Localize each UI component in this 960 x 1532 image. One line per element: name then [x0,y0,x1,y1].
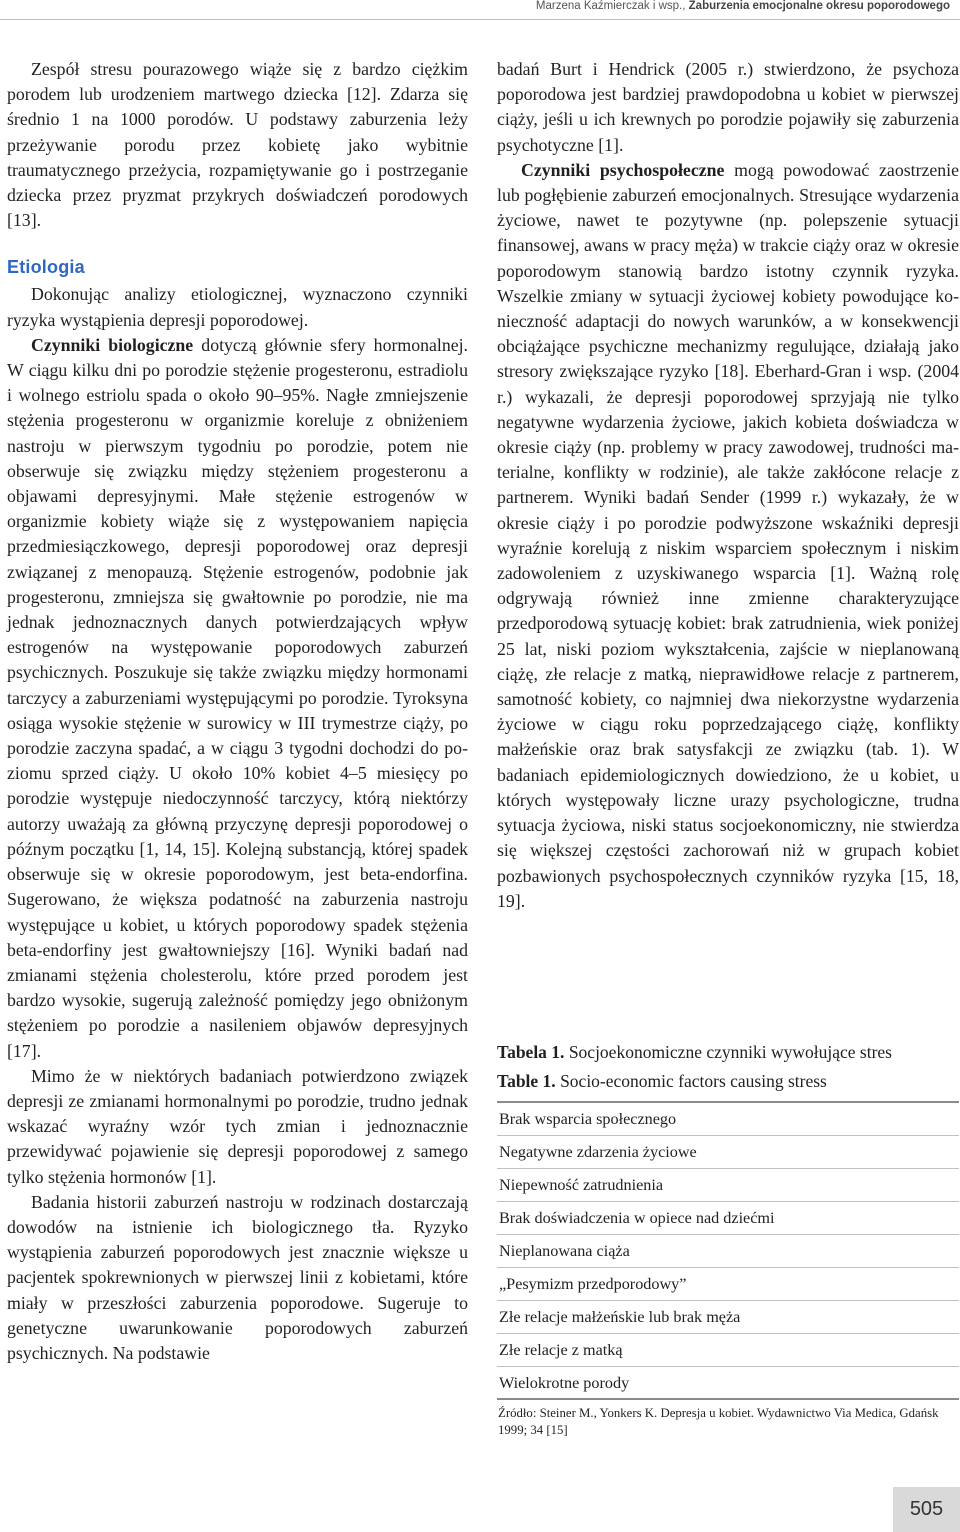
table-caption-english [497,1067,959,1096]
table-row: Brak doświadczenia w opiece nad dziećmi [497,1202,959,1235]
table-label-polish: Tabela 1. [497,1042,565,1062]
page-number: 505 [893,1487,960,1532]
table-row: Brak wsparcia społecznego [497,1103,959,1136]
table-row: Złe relacje małżeńskie lub brak męża [497,1301,959,1334]
term-biological-factors: Czynniki biologiczne [31,334,194,355]
table-source-note: Źródło: Steiner M., Yonkers K. Depresja u kobiet. Wydawnictwo Via Medica, Gdańsk 1999; 34 [15] [498,1406,939,1437]
paragraph-biological-factors [7,333,468,1064]
table-label-english: Table 1. [497,1070,556,1091]
section-heading-etiologia: Etiologia [7,257,85,278]
header-article-title: Zaburzenia emocjonalne okresu poporodowego [688,0,950,12]
table-title-polish: Socjoekonomiczne czynniki wywołujące stres [564,1042,892,1062]
table-row: Złe relacje z matką [497,1334,959,1367]
paragraph-psychosocial-factors [497,158,959,914]
term-psychosocial-factors: Czynniki psychospołeczne [521,159,725,180]
table-row: Negatywne zdarzenia życiowe [497,1136,959,1169]
psychosocial-factors-text: mogą powodować zaostrzenie lub pogłębienie zaburzeń emocjonalnych. Stresujące wydarzenia życiowe, nawet te pozytywne (np. polepszenie sytuacji finansowej, awans w pracy męża) w trakcie ciąży oraz w okresie poporodowym stanowią bardzo istotny czynnik ryzyka. Wszelkie zmiany w sytuacji życiowej kobiety powodujące konieczność adaptacji do nowych warunków, a w konsekwencji obciążające psychiczne mechanizmy regulujące, działają jako stresory zwiększające ryzyko [18]. Eberhard-Gran i wsp. (2004 r.) wykazali, że depresji poporodowej sprzyjają nie tylko negatywne wydarzenia życiowe, jakich kobieta doświadcza w okresie ciąży (np. problemy w pracy zawodowej, trudności materialne, konflikty w rodzinie), ale także zakłócone relacje z partnerem. Wyniki badań Sender (1999 r.) wykazały, że w okresie ciąży i po porodzie podwyższone wskaźniki depresji wyraźnie korelują z niskim wsparciem społecznym i niskim zadowoleniem z uzyskiwanego wsparcia [1]. Ważną rolę odgrywają również inne zmienne charakteryzujące przedporodową sytuację kobiet: brak zatrudnienia, wiek poniżej 25 lat, niski poziom wykształcenia, zajście w nieplanowaną ciążę, złe relacje z matką, nieprawidłowe relacje z partnerem, samotność kobiety, co najmniej dwa niekorzystne wydarzenia życiowe w ciągu roku poprzedzającego ciążę, konflikty małżeńskie oraz brak satysfakcji ze związku (tab. 1). W badaniach epidemiologicznych dowiedziono, że u kobiet, u których występowały liczne urazy psychologiczne, trudna sytuacja życiowa, niski status socjoekonomiczny, nie stwierdza się większej częstości zachorowań niż w grupach kobiet pozbawionych psychospołecznych czynników ryzyka [15, 18, 19]. [497,159,959,911]
running-header [536,0,950,14]
table-row: Nieplanowana ciąża [497,1235,959,1268]
right-column [497,57,959,914]
paragraph-ptsd: Zespół stresu pourazowego wiąże się z bardzo ciężkim porodem lub urodzeniem martwego dziecka [12]. Zdarza się średnio 1 na 1000 porodów. U podstawy zaburzenia leży przeżywanie porodu przez kobietę jako wybitnie traumatycznego przeżycia, rozpamiętywanie go i postrzeganie dziecka przez pryzmat przykrych doświadczeń porodowych [13]. [7,59,468,231]
header-divider [0,19,960,20]
paragraph-hormonal-evidence: Mimo że w niektórych badaniach potwierdzono związek depresji ze zmianami hormonalnymi po porodzie, trudno jednak wskazać wyraźny wzór tych zmian i jednoznacznie przewidywać pojawienie się depresji poporodowej z samego tylko stężenia hormonów [1]. [7,1065,468,1187]
table-socioeconomic-factors [497,1038,959,1439]
table-caption-polish [497,1038,959,1067]
header-authors: Marzena Kaźmierczak i wsp., [535,0,686,12]
biological-factors-text: dotyczą głównie sfery hormonalnej. W ciągu kilku dni po porodzie stężenie progesteronu, estradiolu i wolnego estriolu spada o około 90–95%. Nagłe zmniejszenie stężenia progesteronu w organizmie koreluje z obniżeniem nastroju w pierwszym tygodniu po porodzie, potem nie obserwuje się związku między stężeniem progesteronu a objawami depresyjnymi. Małe stężenie estrogenów w organizmie kobiety wiąże się z występowaniem napięcia przedmiesiączkowego, depresji poporodowej oraz depresji związanej z menopauzą. Stężenie estrogenów, podobnie jak progesteronu, zmniejsza się gwałtownie po porodzie, nie ma jednak jednoznacznych danych potwierdzających wpływ estrogenów na występowanie poporodowych zaburzeń psychicznych. Poszukuje się także związku między hormonami tarczycy a zaburzeniami występującymi po porodzie. Tyroksyna osiąga wysokie stężenie w surowicy w III trymestrze ciąży, po porodzie zaczyna spadać, a w ciągu 3 tygodni dochodzi do poziomu sprzed ciąży. U około 10% kobiet 4–5 miesięcy po porodzie występuje niedoczynność tarczycy, którą niektórzy autorzy uważają za główną przyczynę depresji poporodowej o późnym początku [1, 14, 15]. Kolejną substancją, której spadek obserwuje się w okresie poporodowym, jest beta-endorfina. Sugerowano, że większa podatność na zaburzenia nastroju występujące u kobiet, u których poporodowy spadek stężenia beta-endorfiny jest gwałtowniejszy [16]. Wyniki badań nad zmianami stężenia cholesterolu, które przed porodem jest bardzo wysokie, sugerują zależność pomiędzy jego obniżonym stężeniem po porodzie a nasileniem objawów depresyjnych [17]. [7,334,468,1061]
table-row: „Pesymizm przedporodowy” [497,1268,959,1301]
left-column [7,57,468,1366]
table-title-english: Socio-economic factors causing stress [555,1070,827,1091]
paragraph-continuation: badań Burt i Hendrick (2005 r.) stwierdzono, że psychoza poporodowa jest bardziej prawdopodobna u kobiet w pierwszej ciąży, jeśli u ich krewnych po porodzie pojawiły się zaburzenia psychotyczne [1]. [497,59,959,155]
paragraph-etiology-intro: Dokonując analizy etiologicznej, wyznaczono czynniki ryzyka wystąpienia depresji poporodowej. [7,284,468,330]
paragraph-family-history: Badania historii zaburzeń nastroju w rodzinach dostarczają dowodów na istnienie ich biologicznego tła. Ryzyko wystąpienia zaburzeń poporodowych jest znacznie większe u pacjentek spokrewnionych w pierwszej linii z kobietami, które miały w przeszłości zaburzenia poporodowe. Sugeruje to genetyczne uwarunkowanie poporodowych zaburzeń psychicznych. Na podstawie [7,1191,468,1363]
table-row: Niepewność zatrudnienia [497,1169,959,1202]
table-row: Wielokrotne porody [497,1367,959,1400]
